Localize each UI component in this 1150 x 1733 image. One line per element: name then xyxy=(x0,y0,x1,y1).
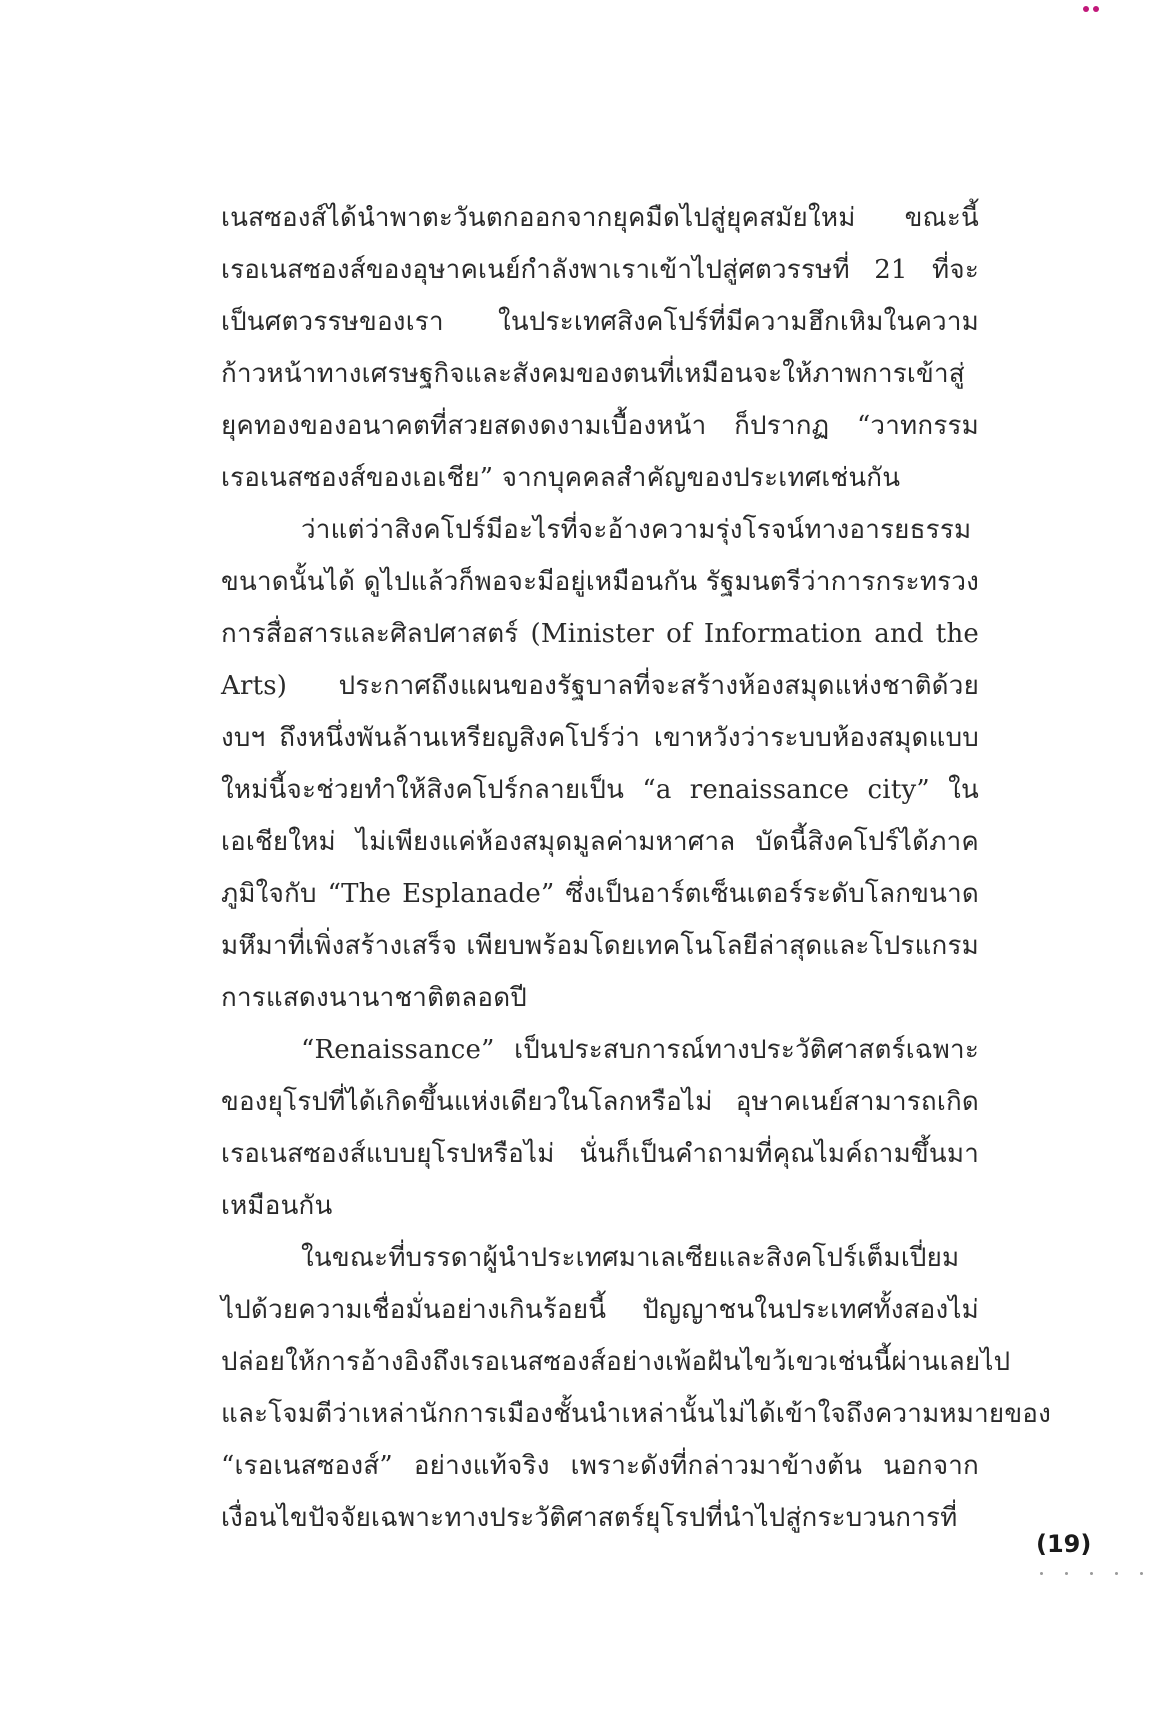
decorative-dot-icon xyxy=(1115,1572,1118,1575)
text-line: มหึมาที่เพิ่งสร้างเสร็จ เพียบพร้อมโดยเทคโนโลยีล่าสุดและโปรแกรม xyxy=(221,931,979,961)
text-line: Arts) ประกาศถึงแผนของรัฐบาลที่จะสร้างห้องสมุดแห่งชาติด้วย xyxy=(221,671,979,701)
decorative-dot-icon xyxy=(1090,1572,1093,1575)
text-line: ขนาดนั้นได้ ดูไปแล้วก็พอจะมีอยู่เหมือนกัน รัฐมนตรีว่าการกระทรวง xyxy=(221,567,980,597)
text-line: เนสซองส์ได้นำพาตะวันตกออกจากยุคมืดไปสู่ยุคสมัยใหม่ ขณะนี้ xyxy=(221,203,979,233)
decorative-dot-icon xyxy=(1093,6,1099,12)
text-line: ภูมิใจกับ “The Esplanade” ซึ่งเป็นอาร์ตเซ็นเตอร์ระดับโลกขนาด xyxy=(221,879,979,909)
text-line: ว่าแต่ว่าสิงคโปร์มีอะไรที่จะอ้างความรุ่งโรจน์ทางอารยธรรม xyxy=(301,515,972,545)
body-text xyxy=(221,192,1052,1544)
text-line: “เรอเนสซองส์” อย่างแท้จริง เพราะดังที่กล่าวมาข้างต้น นอกจาก xyxy=(221,1451,979,1481)
text-line: การแสดงนานาชาติตลอดปี xyxy=(221,983,528,1013)
text-line: ก้าวหน้าทางเศรษฐกิจและสังคมของตนที่เหมือนจะให้ภาพการเข้าสู่ xyxy=(221,359,965,389)
text-line: เรอเนสซองส์ของเอเชีย” จากบุคคลสำคัญของประเทศเช่นกัน xyxy=(221,463,901,493)
text-line: ยุคทองของอนาคตที่สวยสดงดงามเบื้องหน้า ก็ปรากฏ “วาทกรรม xyxy=(221,411,979,441)
text-line: เรอเนสซองส์ของอุษาคเนย์กำลังพาเราเข้าไปสู่ศตวรรษที่ 21 ที่จะ xyxy=(221,255,979,285)
text-line: ปล่อยให้การอ้างอิงถึงเรอเนสซองส์อย่างเพ้อฝันไขว้เขวเช่นนี้ผ่านเลยไป xyxy=(221,1347,1011,1377)
text-line: ไปด้วยความเชื่อมั่นอย่างเกินร้อยนี้ ปัญญาชนในประเทศทั้งสองไม่ xyxy=(221,1295,979,1325)
text-line: งบฯ ถึงหนึ่งพันล้านเหรียญสิงคโปร์ว่า เขาหวังว่าระบบห้องสมุดแบบ xyxy=(221,723,979,753)
text-line: เงื่อนไขปัจจัยเฉพาะทางประวัติศาสตร์ยุโรปที่นำไปสู่กระบวนการที่ xyxy=(221,1503,958,1533)
text-line: เป็นศตวรรษของเรา ในประเทศสิงคโปร์ที่มีความฮึกเหิมในความ xyxy=(221,307,979,337)
corner-decoration xyxy=(1083,6,1099,12)
footer-decoration xyxy=(1040,1572,1143,1575)
text-line: ในขณะที่บรรดาผู้นำประเทศมาเลเซียและสิงคโปร์เต็มเปี่ยม xyxy=(301,1243,960,1273)
decorative-dot-icon xyxy=(1140,1572,1143,1575)
text-line: “Renaissance” เป็นประสบการณ์ทางประวัติศาสตร์เฉพาะ xyxy=(301,1035,979,1065)
text-line: ใหม่นี้จะช่วยทำให้สิงคโปร์กลายเป็น “a renaissance city” ใน xyxy=(221,775,979,805)
decorative-dot-icon xyxy=(1065,1572,1068,1575)
page-number: (19) xyxy=(1036,1530,1092,1558)
decorative-dot-icon xyxy=(1083,6,1089,12)
text-line: และโจมตีว่าเหล่านักการเมืองชั้นนำเหล่านั้นไม่ได้เข้าใจถึงความหมายของ xyxy=(221,1399,1052,1429)
text-line: เหมือนกัน xyxy=(221,1191,333,1221)
text-line: ของยุโรปที่ได้เกิดขึ้นแห่งเดียวในโลกหรือไม่ อุษาคเนย์สามารถเกิด xyxy=(221,1087,979,1117)
text-line: เรอเนสซองส์แบบยุโรปหรือไม่ นั่นก็เป็นคำถามที่คุณไมค์ถามขึ้นมา xyxy=(221,1139,979,1169)
decorative-dot-icon xyxy=(1040,1572,1043,1575)
text-line: เอเชียใหม่ ไม่เพียงแค่ห้องสมุดมูลค่ามหาศาล บัดนี้สิงคโปร์ได้ภาค xyxy=(221,827,979,857)
text-line: การสื่อสารและศิลปศาสตร์ (Minister of Information and the xyxy=(221,619,979,649)
